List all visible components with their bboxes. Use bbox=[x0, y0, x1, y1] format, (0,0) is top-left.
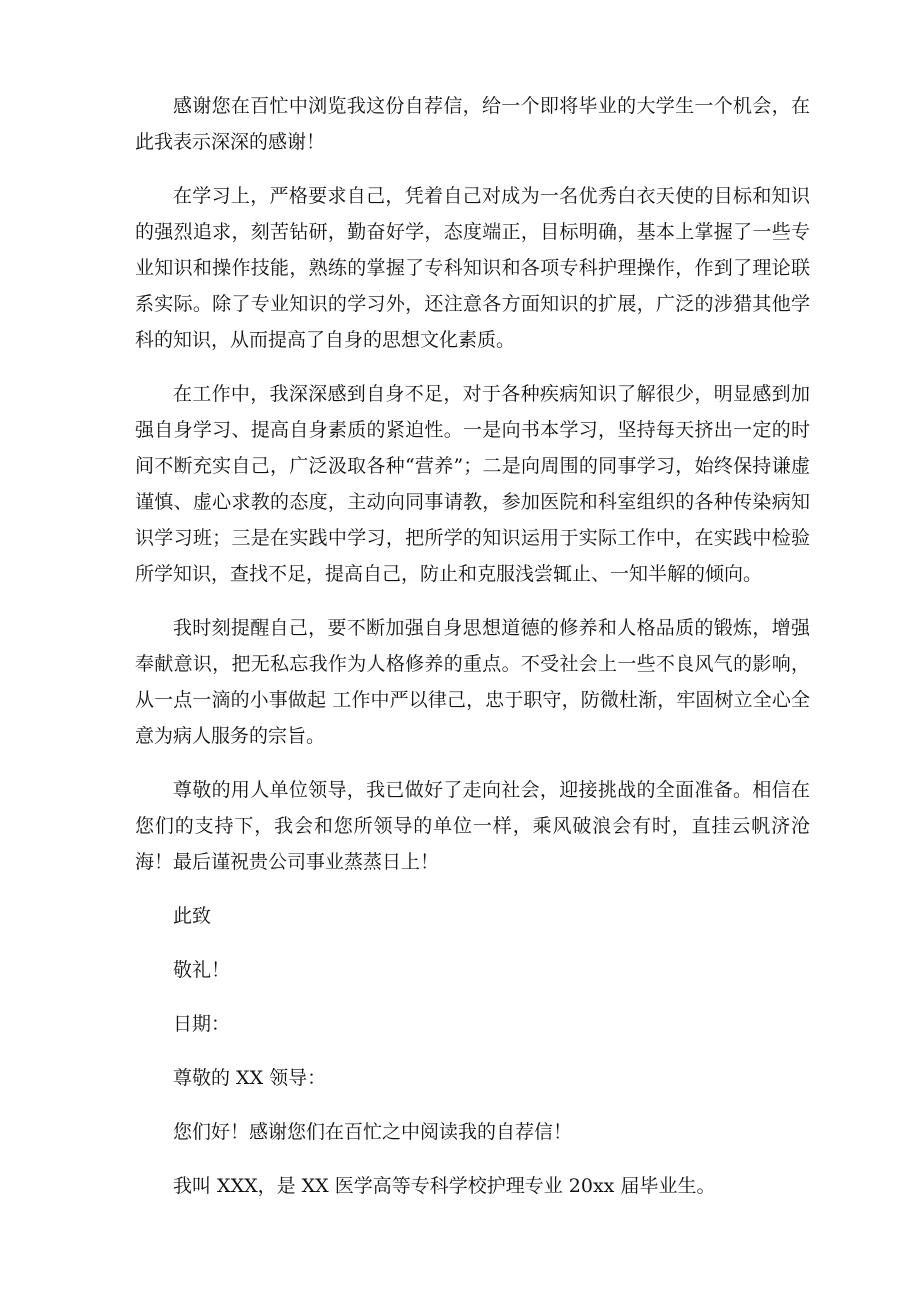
paragraph-closing-wishes: 尊敬的用人单位领导，我已做好了走向社会，迎接挑战的全面准备。相信在您们的支持下，我会和您所领导的单位一样，乘风破浪会有时，直挂云帆济沧海！最后谨祝贵公司事业蒸蒸日上！ bbox=[135, 779, 810, 873]
paragraph-study: 在学习上，严格要求自己，凭着自己对成为一名优秀白衣天使的目标和知识的强烈追求，刻苦钻研，勤奋好学，态度端正，目标明确，基本上掌握了一些专业知识和操作技能，熟练的掌握了专科知识和各项专科护理操作，作到了理论联系实际。除了专业知识的学习外，还注意各方面知识的扩展，广泛的涉猎其他学科的知识，从而提高了自身的思想文化素质。 bbox=[135, 185, 810, 351]
paragraph-thanks: 感谢您在百忙中浏览我这份自荐信，给一个即将毕业的大学生一个机会，在此我表示深深的感谢！ bbox=[135, 95, 810, 153]
document-body bbox=[135, 88, 810, 1222]
salute-phrase: 敬礼！ bbox=[173, 959, 231, 981]
greeting-line: 尊敬的 XX 领导： bbox=[173, 1067, 327, 1089]
date-label: 日期： bbox=[173, 1013, 231, 1035]
paragraph-morals: 我时刻提醒自己，要不断加强自身思想道德的修养和人格品质的锻炼，增强奉献意识，把无私忘我作为人格修养的重点。不受社会上一些不良风气的影响，从一点一滴的小事做起 工作中严以律己，忠于职守，防微杜渐，牢固树立全心全意为病人服务的宗旨。 bbox=[135, 617, 810, 747]
intro-line: 我叫 XXX，是 XX 医学高等专科学校护理专业 20xx 届毕业生。 bbox=[173, 1175, 716, 1197]
closing-phrase: 此致 bbox=[173, 905, 212, 927]
hello-line: 您们好！感谢您们在百忙之中阅读我的自荐信！ bbox=[173, 1121, 573, 1143]
paragraph-work: 在工作中，我深深感到自身不足，对于各种疾病知识了解很少，明显感到加强自身学习、提高自身素质的紧迫性。一是向书本学习，坚持每天挤出一定的时间不断充实自己，广泛汲取各种“营养”；二是向周围的同事学习，始终保持谦虚谨慎、虚心求教的态度，主动向同事请教，参加医院和科室组织的各种传染病知识学习班；三是在实践中学习，把所学的知识运用于实际工作中，在实践中检验所学知识，查找不足，提高自己，防止和克服浅尝辄止、一知半解的倾向。 bbox=[135, 383, 810, 585]
